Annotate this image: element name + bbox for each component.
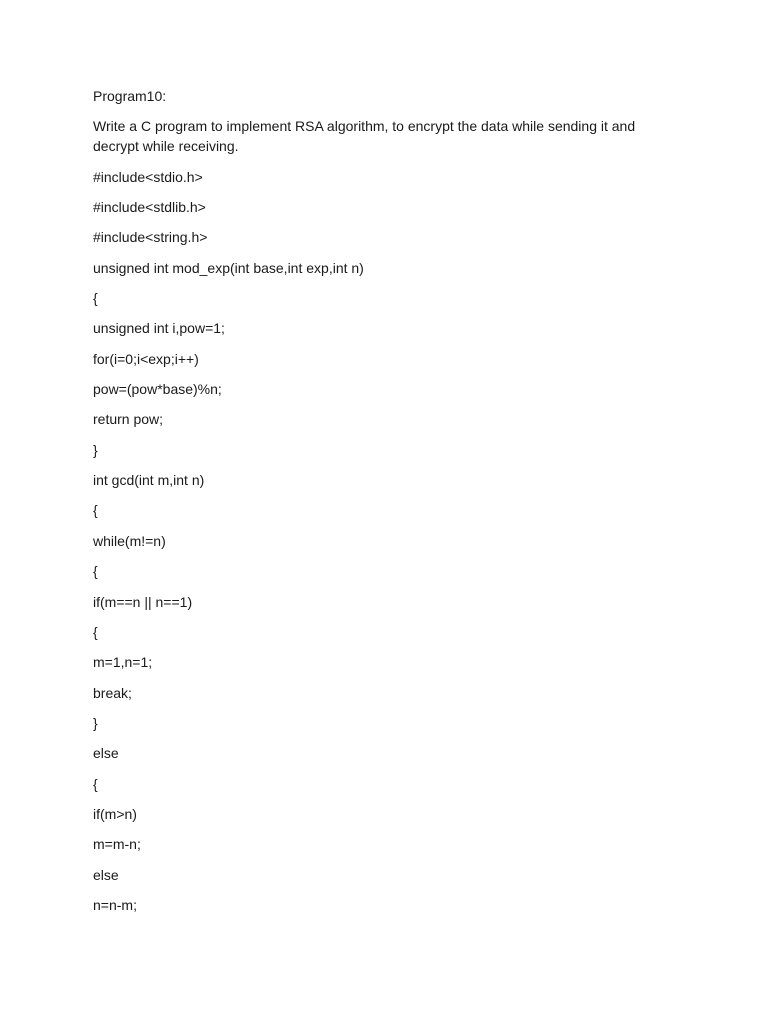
code-line: {	[93, 623, 98, 640]
program-description: Write a C program to implement RSA algorithm, to encrypt the data while sending it and decrypt while receiving.	[93, 118, 636, 155]
code-line: else	[93, 745, 119, 762]
code-line: if(m==n || n==1)	[93, 593, 193, 610]
code-line: pow=(pow*base)%n;	[93, 381, 222, 398]
code-line: }	[93, 714, 98, 731]
code-line: break;	[93, 684, 132, 701]
code-line: for(i=0;i<exp;i++)	[93, 350, 199, 367]
code-line: n=n-m;	[93, 896, 137, 913]
code-line: #include<stdlib.h>	[93, 199, 206, 216]
code-line: {	[93, 775, 98, 792]
code-line: {	[93, 502, 98, 519]
code-line: #include<string.h>	[93, 229, 208, 246]
code-line: int gcd(int m,int n)	[93, 472, 205, 489]
code-line: unsigned int mod_exp(int base,int exp,int n)	[93, 259, 364, 276]
code-line: return pow;	[93, 411, 164, 428]
code-line: if(m>n)	[93, 805, 137, 822]
code-line: #include<stdio.h>	[93, 168, 203, 185]
code-line: m=1,n=1;	[93, 654, 153, 671]
code-line: {	[93, 290, 98, 307]
code-line: unsigned int i,pow=1;	[93, 320, 225, 337]
code-line: else	[93, 866, 119, 883]
program-heading: Program10:	[93, 88, 167, 104]
code-line: {	[93, 563, 98, 580]
code-line: m=m-n;	[93, 836, 141, 853]
code-line: while(m!=n)	[93, 532, 166, 549]
code-line: }	[93, 441, 98, 458]
document-content	[93, 86, 683, 925]
